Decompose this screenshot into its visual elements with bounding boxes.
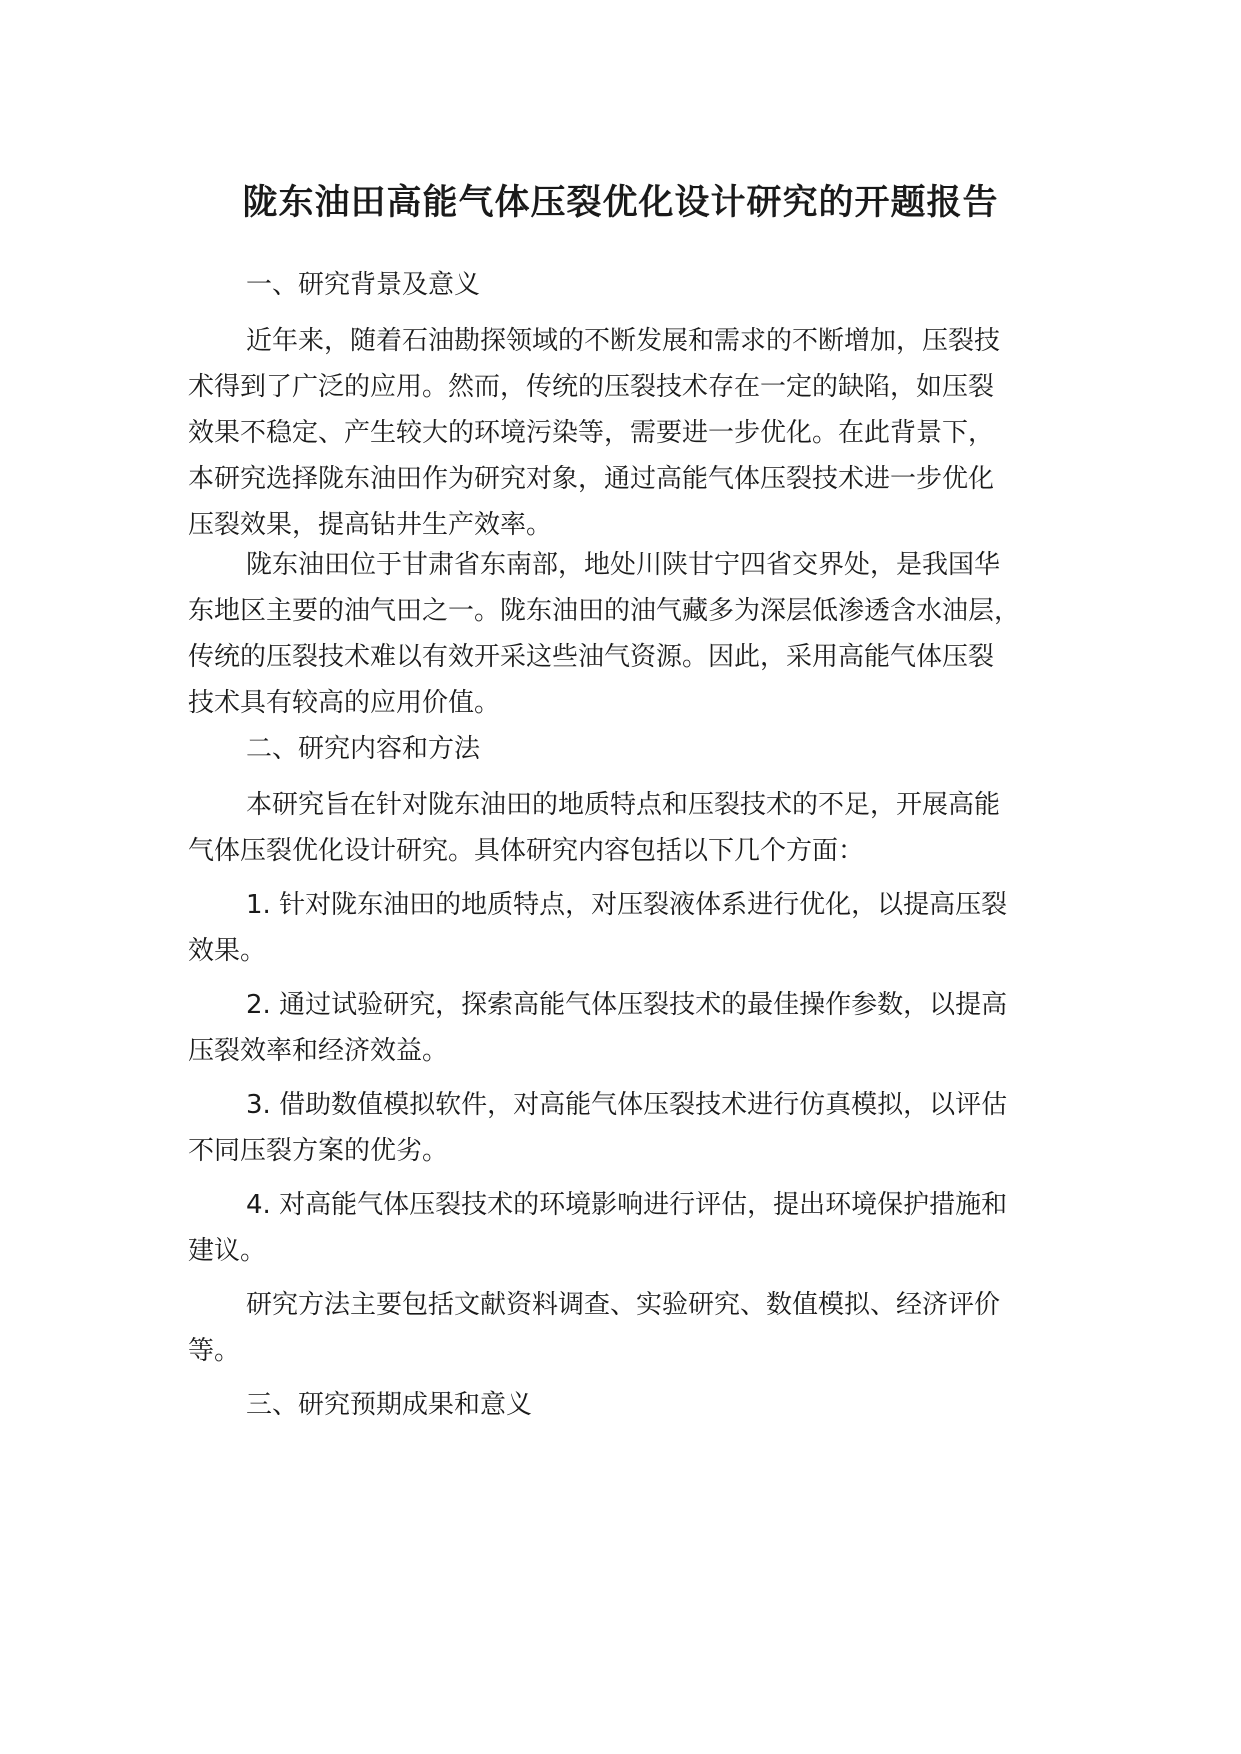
paragraph-line: 压裂效果，提高钻井生产效率。 — [188, 510, 553, 540]
list-item-line: 1. 针对陇东油田的地质特点，对压裂液体系进行优化，以提高压裂 — [246, 890, 1008, 920]
list-item-2 — [188, 982, 1068, 1074]
list-item-line: 效果。 — [188, 936, 267, 966]
list-item-line: 建议。 — [188, 1236, 267, 1266]
list-item-1 — [188, 882, 1068, 974]
paragraph-line: 传统的压裂技术难以有效开采这些油气资源。因此，采用高能气体压裂 — [188, 642, 995, 672]
section-heading-text: 一、研究背景及意义 — [246, 270, 481, 300]
list-item-line: 3. 借助数值模拟软件，对高能气体压裂技术进行仿真模拟，以评估 — [246, 1090, 1008, 1120]
list-item-4 — [188, 1182, 1068, 1274]
section-heading-outcomes — [188, 1382, 1068, 1428]
document-title: 陇东油田高能气体压裂优化设计研究的开题报告 — [242, 183, 999, 223]
section-heading-methods — [188, 726, 1068, 772]
paragraph-line: 气体压裂优化设计研究。具体研究内容包括以下几个方面： — [188, 836, 865, 866]
paragraph-line: 等。 — [188, 1336, 241, 1366]
paragraph-line: 术得到了广泛的应用。然而，传统的压裂技术存在一定的缺陷，如压裂 — [188, 372, 995, 402]
paragraph-methods — [188, 1282, 1068, 1374]
list-item-3 — [188, 1082, 1068, 1174]
paragraph-background-1 — [188, 318, 1068, 548]
paragraph-line: 东地区主要的油气田之一。陇东油田的油气藏多为深层低渗透含水油层， — [188, 596, 1021, 626]
list-item-line: 4. 对高能气体压裂技术的环境影响进行评估，提出环境保护措施和 — [246, 1190, 1008, 1220]
paragraph-line: 效果不稳定、产生较大的环境污染等，需要进一步优化。在此背景下， — [188, 418, 995, 448]
paragraph-line: 近年来，随着石油勘探领域的不断发展和需求的不断增加，压裂技 — [246, 326, 1001, 356]
paragraph-line: 研究方法主要包括文献资料调查、实验研究、数值模拟、经济评价 — [246, 1290, 1001, 1320]
paragraph-line: 陇东油田位于甘肃省东南部，地处川陕甘宁四省交界处，是我国华 — [246, 550, 1001, 580]
section-heading-background — [188, 262, 1068, 308]
paragraph-line: 本研究选择陇东油田作为研究对象，通过高能气体压裂技术进一步优化 — [188, 464, 995, 494]
paragraph-line: 本研究旨在针对陇东油田的地质特点和压裂技术的不足，开展高能 — [246, 790, 1001, 820]
list-item-line: 2. 通过试验研究，探索高能气体压裂技术的最佳操作参数，以提高 — [246, 990, 1008, 1020]
paragraph-research-content — [188, 782, 1068, 874]
list-item-line: 压裂效率和经济效益。 — [188, 1036, 449, 1066]
section-heading-text: 三、研究预期成果和意义 — [246, 1390, 533, 1420]
paragraph-line: 技术具有较高的应用价值。 — [188, 688, 501, 718]
paragraph-background-2 — [188, 542, 1068, 726]
section-heading-text: 二、研究内容和方法 — [246, 734, 481, 764]
list-item-line: 不同压裂方案的优劣。 — [188, 1136, 449, 1166]
